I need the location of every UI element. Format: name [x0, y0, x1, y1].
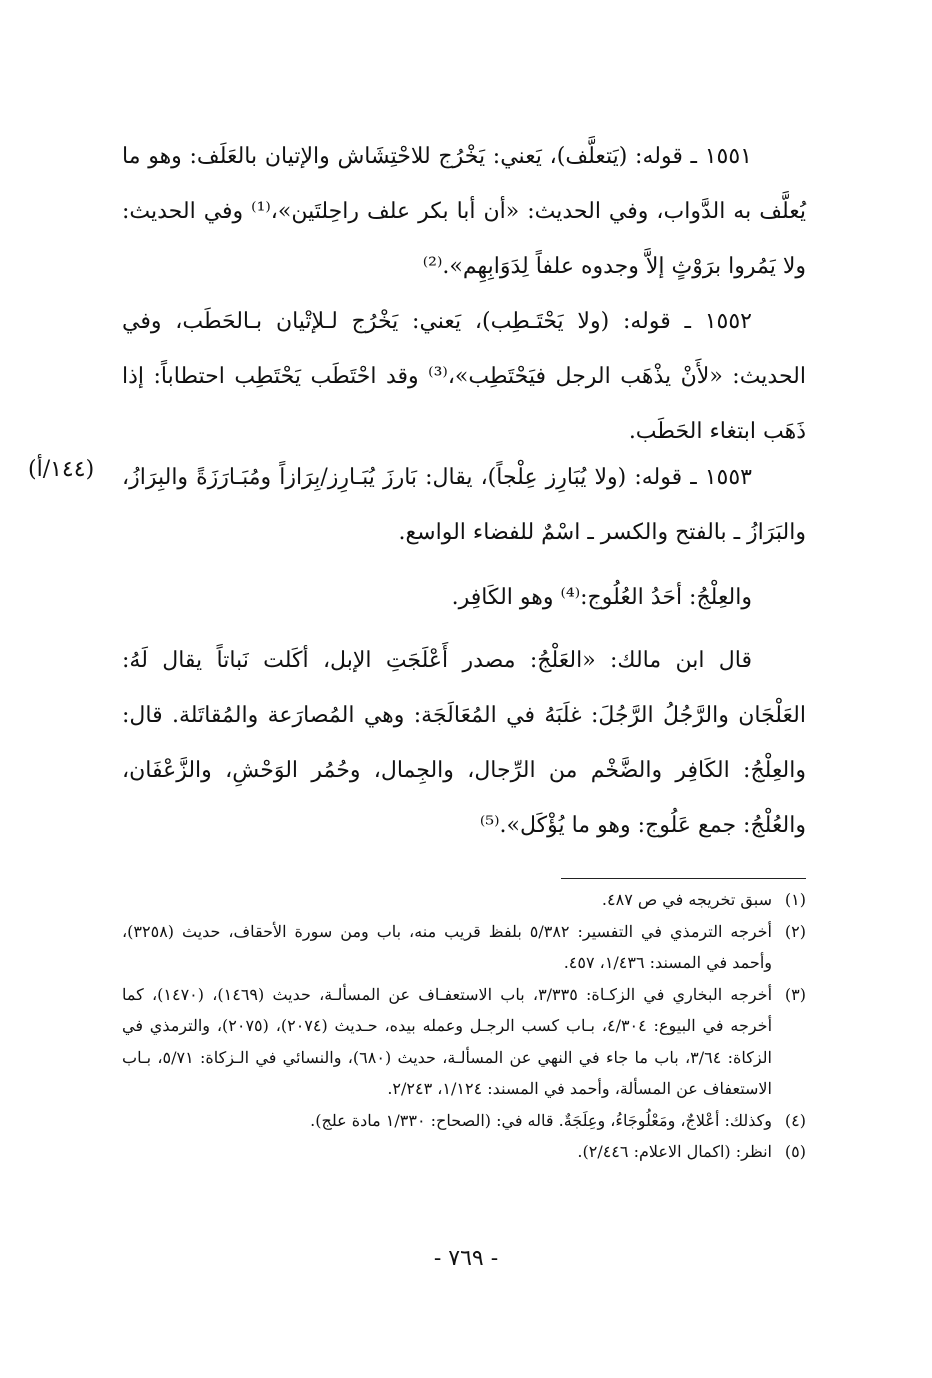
footnote-text: أخرجه البخاري في الزكـاة: ٣/٣٣٥، باب الاستعفـاف عن المسألـة، حديث (١٤٦٩)، (١٤٧٠)، كما أخرجه في البيوع: ٤/٣٠٤، بـاب كسب الرجـل وعمله بيده، حـديث (٢٠٧٤)، (٢٠٧٥)، والترمذي في الزكاة: ٣/٦٤، باب ما جاء في النهي عن المسألـة، حديث (٦٨٠)، والنسائي في الـزكاة: ٥/٧١، بـاب الاستعفاف عن المسألة، وأحمد في المسند: ١/١٢٤، ٢/٢٤٣. [122, 984, 773, 1098]
footnote-text: انظر: (اكمال الاعلام: ٢/٤٤٦). [577, 1142, 772, 1161]
paragraph-ibn-malik: قال ابن مالك: «العَلْجُ: مصدر أَعْلَجَتِ الإبل، أكَلت نَباتاً يقال لَهُ: العَلْجَان والرَّجُلُ الرَّجُلَ: غلَبَهُ في المُعَالَجَة: وهي المُصارَعة والمُقاتَلة. قال: والعِلْجُ: الكَافِر والضَّخْم من الرِّجال، والجِمال، وحُمُر الوَحْشِ، والزَّعْفَان، والعُلْجُ: جمع عَلُوج: وهو ما يُؤْكَل».⁽⁵⁾ [122, 648, 806, 838]
footnote-4 [122, 1105, 806, 1137]
footnote-number: (٤) [784, 1110, 806, 1130]
paragraph-1552: ١٥٥٢ ـ قوله: (ولا يَحْتَـطِب)، يَعني: يَخْرُج لـلإتْيان بـالحَطَب، وفي الحديث: «لأَنْ يذْهَب الرجل فيَحْتَطِب»،⁽³⁾ وقد احْتَطَب يَحْتَطِب احتطاباً: إذا ذَهَب ابتغاء الحَطَب. [122, 309, 806, 444]
footnote-number: (٣) [784, 984, 806, 1004]
footnote-1 [122, 884, 806, 916]
footnote-separator [561, 878, 806, 879]
footnote-text: سبق تخريجه في ص ٤٨٧. [601, 890, 772, 909]
footnote-2 [122, 916, 806, 979]
folio-margin-note: (١٤٤/أ) [28, 457, 95, 482]
footnotes-list [122, 884, 806, 1168]
paragraph-ilj: والعِلْجُ: أحَدُ العُلُوج:⁽⁴⁾ وهو الكَافِر. [451, 585, 752, 610]
footnote-text: أخرجه الترمذي في التفسير: ٥/٣٨٢ بلفظ قريب منه، باب ومن سورة الأحقاف، حديث (٣٢٥٨)، وأحمد في المسند: ١/٤٣٦، ٤٥٧. [122, 921, 772, 972]
paragraph-1551: ١٥٥١ ـ قوله: (يَتعلَّف)، يَعني: يَخْرُج للاحْتِشَاش والإتيان بالعَلَف: وهو ما يُعلَّف به الدَّواب، وفي الحديث: «أن أبا بكر علف راحِلتَين»،⁽¹⁾ وفي الحديث: ولا يَمُروا برَوْثٍ إلاَّ وجدوه علفاً لِدَوَابِهِم».⁽²⁾ [122, 144, 807, 279]
footnote-number: (٢) [784, 921, 806, 941]
footnote-number: (١) [784, 890, 806, 909]
footnote-number: (٥) [784, 1142, 806, 1161]
paragraph-1553: ١٥٥٣ ـ قوله: (ولا يُبَارِز عِلْجاً)، يقال: بَارزَ يُبَـارِز/بِرَازاً ومُبَـارَزَةً والبِرَازُ، والبَرَازُ ـ بالفتح والكسر ـ اسْمٌ للفضاء الواسع. [122, 465, 806, 545]
footnote-3 [122, 979, 806, 1105]
page-number: - ٧٦٩ - [433, 1246, 499, 1271]
footnote-text: وكذلك: أعْلاجٌ، ومَعْلُوجَاءُ، وعِلَجَةٌ. قاله في: (الصحاح: ١/٣٣٠ مادة علج). [310, 1110, 772, 1130]
footnote-5 [122, 1136, 806, 1168]
